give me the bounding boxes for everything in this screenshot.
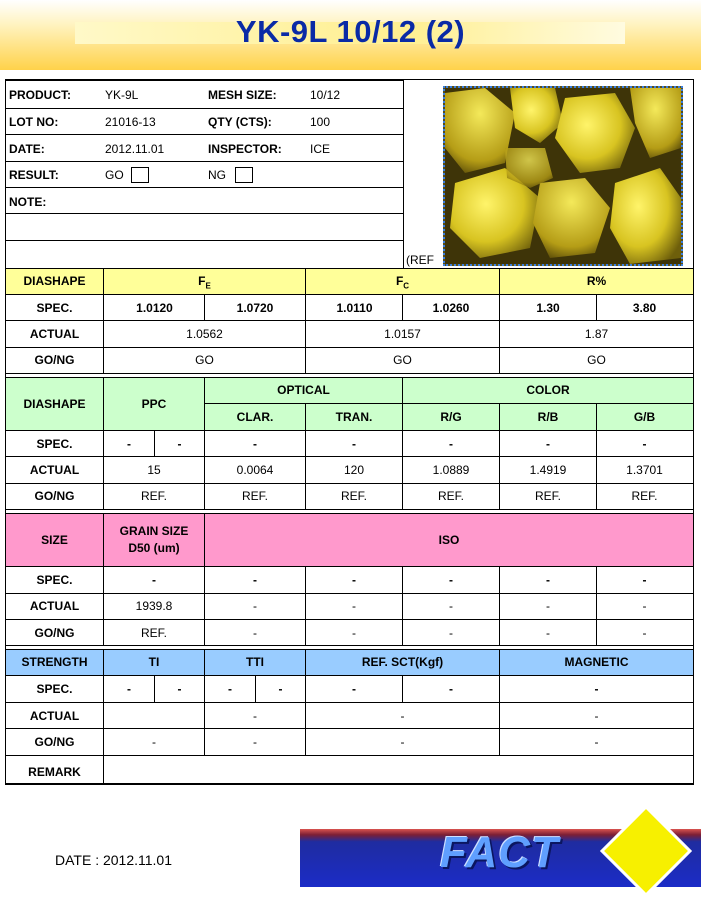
inspector-label: INSPECTOR: <box>208 142 282 156</box>
header-banner <box>0 0 701 70</box>
s2-actual-gb: 1.3701 <box>626 463 663 477</box>
mesh-size-label: MESH SIZE: <box>208 88 277 102</box>
s3-gong-iso-4: - <box>546 626 550 640</box>
s3-gong-grain: REF. <box>140 626 167 640</box>
grid-line-v <box>403 80 404 268</box>
s4-gong-sct: - <box>400 735 405 749</box>
s4-actual-tti: - <box>253 709 257 723</box>
photo-ref-label: (REF <box>406 253 434 267</box>
s3-gong-iso-3: - <box>449 626 453 640</box>
s4-spec-tti-max: - <box>278 682 283 696</box>
s4-ref-sct-header: REF. SCT(Kgf) <box>361 655 444 669</box>
grid-line-h <box>205 403 693 404</box>
ng-label: NG <box>208 168 226 182</box>
s3-spec-iso-4: - <box>546 573 550 587</box>
s1-r-header: R% <box>586 274 607 288</box>
s3-actual-iso-4: - <box>546 599 550 613</box>
s2-gong-rg: REF. <box>437 489 464 503</box>
s2-actual-label: ACTUAL <box>29 463 80 477</box>
s3-actual-iso-2: - <box>352 599 356 613</box>
s2-gb-header: G/B <box>633 410 656 424</box>
date-value: 2012.11.01 <box>105 142 165 156</box>
s2-spec-ppc-min: - <box>127 437 131 451</box>
s3-actual-iso-1: - <box>253 599 257 613</box>
s3-gong-label: GO/NG <box>34 626 75 640</box>
s2-spec-rg: - <box>449 437 453 451</box>
s4-spec-tti-min: - <box>228 682 232 696</box>
s2-gong-tran: REF. <box>340 489 367 503</box>
s2-spec-ppc-max: - <box>177 437 182 451</box>
s4-gong-ti: - <box>152 735 156 749</box>
s4-actual-label: ACTUAL <box>29 709 80 723</box>
s4-ti-header: TI <box>148 655 160 669</box>
s1-spec-r-max: 3.80 <box>632 301 657 315</box>
lot-no-label: LOT NO: <box>9 115 59 129</box>
remark-label: REMARK <box>28 765 81 779</box>
s2-actual-tran: 120 <box>343 463 365 477</box>
s2-actual-rg: 1.0889 <box>432 463 470 477</box>
s4-gong-label: GO/NG <box>34 735 75 749</box>
grid-line-h <box>6 377 693 378</box>
s2-spec-label: SPEC. <box>36 437 73 451</box>
s2-actual-ppc: 15 <box>147 463 161 477</box>
grid-line-v <box>103 649 104 784</box>
s2-title: DIASHAPE <box>23 397 86 411</box>
s3-spec-iso-1: - <box>253 573 257 587</box>
page-title: YK-9L 10/12 (2) <box>235 14 466 49</box>
grid-line-h <box>6 268 693 269</box>
s1-actual-r: 1.87 <box>584 327 609 341</box>
qty-label: QTY (CTS): <box>208 115 272 129</box>
s1-spec-fe-max: 1.0720 <box>236 301 274 315</box>
grid-line-h <box>6 80 403 81</box>
grid-line-h <box>6 675 693 676</box>
s2-rg-header: R/G <box>440 410 462 424</box>
s1-spec-r-min: 1.30 <box>536 301 560 315</box>
product-value: YK-9L <box>105 88 139 102</box>
s4-actual-sct: - <box>400 709 405 723</box>
grid-line-h <box>6 294 693 295</box>
s3-actual-grain: 1939.8 <box>135 599 173 613</box>
s2-gong-gb: REF. <box>631 489 658 503</box>
s4-spec-magnetic: - <box>594 682 599 696</box>
s4-spec-ti-max: - <box>177 682 182 696</box>
s4-actual-magnetic: - <box>594 709 599 723</box>
s3-spec-iso-5: - <box>642 573 647 587</box>
inspector-value: ICE <box>310 142 331 156</box>
s2-color-header: COLOR <box>526 383 570 397</box>
s4-spec-label: SPEC. <box>36 682 73 696</box>
fact-logo: FACT <box>440 828 559 877</box>
mesh-size-value: 10/12 <box>310 88 341 102</box>
grid-line-h <box>6 483 693 484</box>
s3-spec-label: SPEC. <box>36 573 73 587</box>
s3-title: SIZE <box>41 533 68 547</box>
s4-title: STRENGTH <box>21 655 88 669</box>
grid-line-h <box>6 593 693 594</box>
grid-line-h <box>6 373 693 374</box>
s2-gong-clar: REF. <box>241 489 268 503</box>
grid-line-h <box>6 213 403 214</box>
s3-d50-header: D50 (um) <box>128 541 180 555</box>
grid-line-h <box>6 161 403 162</box>
s2-tran-header: TRAN. <box>335 410 373 424</box>
grid-line-h <box>6 456 693 457</box>
grid-line-h <box>6 619 693 620</box>
s1-spec-fc-max: 1.0260 <box>432 301 470 315</box>
s2-spec-gb: - <box>642 437 647 451</box>
s1-gong-r: GO <box>587 353 606 367</box>
s1-actual-fe: 1.0562 <box>186 327 223 341</box>
date-label: DATE: <box>9 142 45 156</box>
diamond-crystals-image <box>445 88 681 264</box>
s2-spec-rb: - <box>546 437 550 451</box>
s3-actual-label: ACTUAL <box>29 599 80 613</box>
s3-actual-iso-5: - <box>642 599 647 613</box>
s3-spec-iso-2: - <box>352 573 356 587</box>
s1-spec-label: SPEC. <box>36 301 73 315</box>
grid-line-h <box>6 702 693 703</box>
note-label: NOTE: <box>9 195 47 209</box>
product-label: PRODUCT: <box>9 88 71 102</box>
grid-line-h <box>6 430 693 431</box>
grid-line-h <box>6 783 693 784</box>
s1-title: DIASHAPE <box>23 274 86 288</box>
grid-line-h <box>6 755 693 756</box>
grid-line-h <box>6 513 693 514</box>
s1-actual-label: ACTUAL <box>29 327 80 341</box>
grid-line-h <box>6 108 403 109</box>
s1-gong-label: GO/NG <box>34 353 75 367</box>
s3-gong-iso-5: - <box>642 626 647 640</box>
s4-tti-header: TTI <box>246 655 264 669</box>
grid-line-h <box>6 649 693 650</box>
s2-actual-rb: 1.4919 <box>529 463 567 477</box>
s1-fe-header: $F_E$ <box>198 274 211 291</box>
grid-line-h <box>6 784 693 785</box>
s4-spec-ti-min: - <box>127 682 131 696</box>
s3-gong-iso-2: - <box>352 626 356 640</box>
s1-fc-header: $F_C$ <box>395 274 410 291</box>
footer-date: DATE : 2012.11.01 <box>55 852 172 868</box>
grid-line-h <box>6 566 693 567</box>
s2-gong-rb: REF. <box>534 489 561 503</box>
s3-gong-iso-1: - <box>253 626 257 640</box>
s2-spec-clar: - <box>253 437 257 451</box>
grid-line-h <box>6 509 693 510</box>
yellow-diamond-icon <box>600 805 692 897</box>
s2-gong-label: GO/NG <box>34 489 75 503</box>
s3-actual-iso-3: - <box>449 599 453 613</box>
s2-spec-tran: - <box>352 437 356 451</box>
s4-gong-tti: - <box>253 735 257 749</box>
grid-line-h <box>6 134 403 135</box>
s1-actual-fc: 1.0157 <box>384 327 421 341</box>
grid-line-h <box>6 187 403 188</box>
go-label: GO <box>105 168 124 182</box>
s2-gong-ppc: REF. <box>140 489 167 503</box>
grid-line-h <box>6 347 693 348</box>
s4-gong-magnetic: - <box>594 735 599 749</box>
s3-spec-iso-3: - <box>449 573 453 587</box>
s1-spec-fe-min: 1.0120 <box>136 301 173 315</box>
s4-spec-sct-min: - <box>352 682 356 696</box>
s3-grain-size-header: GRAIN SIZE <box>119 524 189 538</box>
go-checkbox[interactable] <box>131 167 149 183</box>
lot-no-value: 21016-13 <box>105 115 156 129</box>
s3-iso-header: ISO <box>438 533 460 547</box>
s2-ppc-header: PPC <box>141 397 167 411</box>
s1-gong-fe: GO <box>195 353 214 367</box>
s2-rb-header: R/B <box>537 410 559 424</box>
diamond-photo <box>443 86 683 266</box>
ng-checkbox[interactable] <box>235 167 253 183</box>
grid-line-h <box>6 320 693 321</box>
s2-clar-header: CLAR. <box>236 410 274 424</box>
s2-optical-header: OPTICAL <box>277 383 330 397</box>
result-label: RESULT: <box>9 168 59 182</box>
grid-line-h <box>6 645 693 646</box>
s4-spec-sct-max: - <box>449 682 453 696</box>
s1-gong-fc: GO <box>393 353 412 367</box>
grid-line-h <box>6 240 403 241</box>
s4-magnetic-header: MAGNETIC <box>564 655 629 669</box>
s2-actual-clar: 0.0064 <box>236 463 274 477</box>
grid-line-h <box>6 728 693 729</box>
qty-value: 100 <box>310 115 331 129</box>
s3-spec-grain: - <box>152 573 156 587</box>
s1-spec-fc-min: 1.0110 <box>336 301 373 315</box>
